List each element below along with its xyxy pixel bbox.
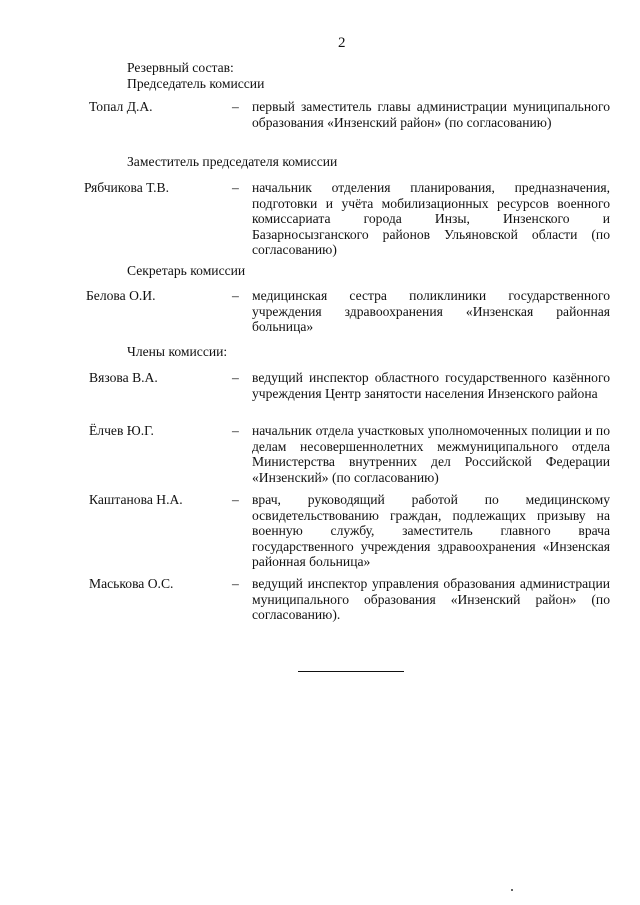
entry-dash: – [232,576,239,591]
entry-name: Топал Д.А. [89,99,153,114]
heading-members: Члены комиссии: [127,344,228,359]
entry-name: Белова О.И. [86,288,156,303]
entry-dash: – [232,288,239,303]
entry-dash: – [232,99,239,114]
heading-secretary: Секретарь комиссии [127,263,246,278]
entry-description: начальник отделения планирования, предназначения, подготовки и учёта мобилизационных ресурсов военного комиссариата города Инзы, Инзенского и Базарносызганского районов Ульяновской области (по согласованию) [252,180,610,258]
entry-dash: – [232,492,239,507]
entry-description: начальник отдела участковых уполномоченных полиции и по делам несовершеннолетних межмуниципального отдела Министерства внутренних дел Российской Федерации «Инзенский» (по согласованию) [252,423,610,485]
entry-name: Ёлчев Ю.Г. [89,423,154,438]
entry-dash: – [232,370,239,385]
entry-name: Вязова В.А. [89,370,158,385]
closing-divider [298,671,404,672]
entry-dash: – [232,423,239,438]
entry-name: Каштанова Н.А. [89,492,183,507]
entry-description: первый заместитель главы администрации муниципального образования «Инзенский район» (по согласованию) [252,99,610,130]
entry-description: ведущий инспектор управления образования администрации муниципального образования «Инзенский район» (по согласованию). [252,576,610,623]
entry-description: ведущий инспектор областного государственного казённого учреждения Центр занятости населения Инзенского района [252,370,610,401]
heading-chairman: Председатель комиссии [127,76,265,91]
page-number: 2 [338,35,346,51]
heading-deputy: Заместитель председателя комиссии [127,154,338,169]
heading-reserve: Резервный состав: [127,60,234,75]
entry-name: Маськова О.С. [89,576,174,591]
entry-dash: – [232,180,239,195]
entry-name: Рябчикова Т.В. [84,180,169,195]
scan-speck [511,889,513,891]
entry-description: врач, руководящий работой по медицинскому освидетельствованию граждан, подлежащих призыву на военную службу, заместитель главного врача государственного учреждения здравоохранения «Инзенская районная больница» [252,492,610,570]
entry-description: медицинская сестра поликлиники государственного учреждения здравоохранения «Инзенская районная больница» [252,288,610,335]
